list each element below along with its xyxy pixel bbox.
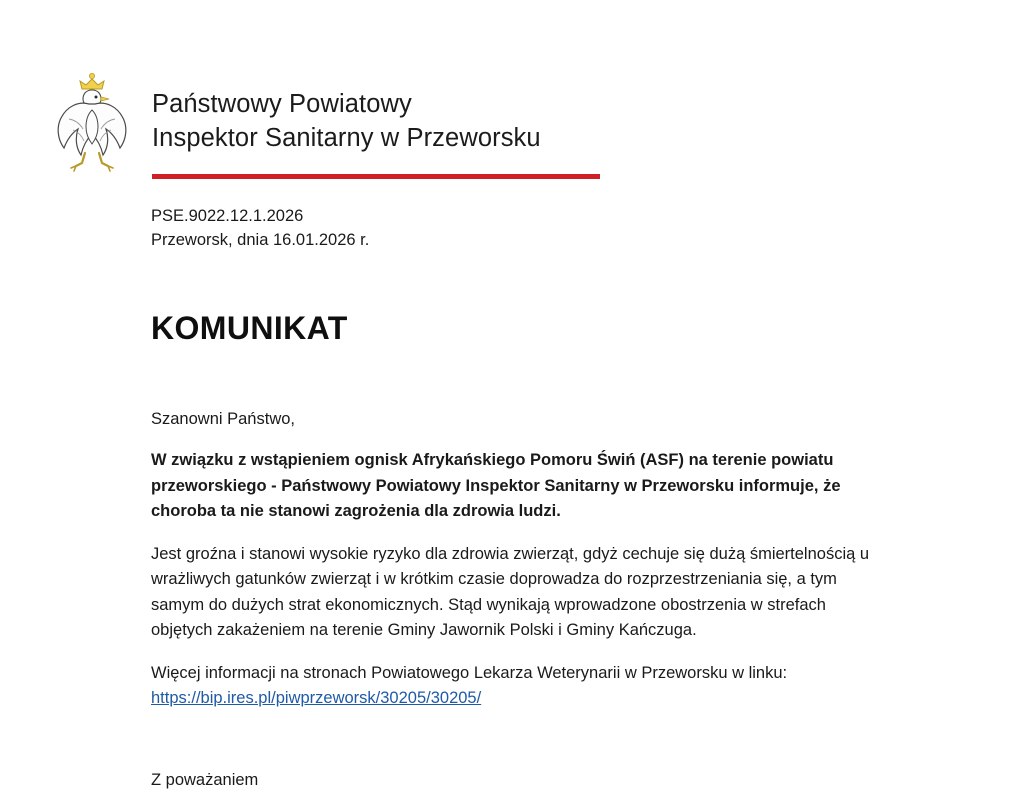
organization-line-1: Państwowy Powiatowy	[152, 90, 412, 118]
place-and-date: Przeworsk, dnia 16.01.2026 r.	[151, 231, 370, 249]
page-title: KOMUNIKAT	[151, 310, 348, 346]
paragraph-link	[151, 661, 871, 712]
document-body	[151, 204, 871, 792]
paragraph-bold: W związku z wstąpieniem ognisk Afrykańskiego Pomoru Świń (ASF) na terenie powiatu przeworskiego - Państwowy Powiatowy Inspektor Sanitarny w Przeworsku informuje, że choroba ta nie stanowi zagrożenia dla zdrowia ludzi.	[151, 451, 841, 520]
paragraph-body: Jest groźna i stanowi wysokie ryzyko dla zdrowia zwierząt, gdyż cechuje się dużą śmiertelnością u wrażliwych gatunków zwierząt i w krótkim czasie doprowadza do rozprzestrzeniania się, a tym samym do dużych strat ekonomicznych. Stąd wynikają wprowadzone obostrzenia w strefach objętych zakażeniem na terenie Gminy Jawornik Polski i Gminy Kańczuga.	[151, 544, 870, 639]
organization-line-2: Inspektor Sanitarny w Przeworsku	[152, 124, 541, 152]
organization-name	[152, 87, 541, 155]
link-intro-text: Więcej informacji na stronach Powiatowego Lekarza Weterynarii w Przeworsku w linku:	[151, 663, 788, 682]
closing-line: Z poważaniem	[151, 770, 259, 789]
reference-number: PSE.9022.12.1.2026	[151, 207, 304, 225]
letterhead	[45, 70, 665, 195]
veterinary-info-link[interactable]: https://bip.ires.pl/piwprzeworsk/30205/30205/	[151, 689, 482, 707]
red-divider	[152, 174, 600, 179]
polish-eagle-emblem-icon	[45, 70, 140, 175]
salutation: Szanowni Państwo,	[151, 410, 295, 428]
